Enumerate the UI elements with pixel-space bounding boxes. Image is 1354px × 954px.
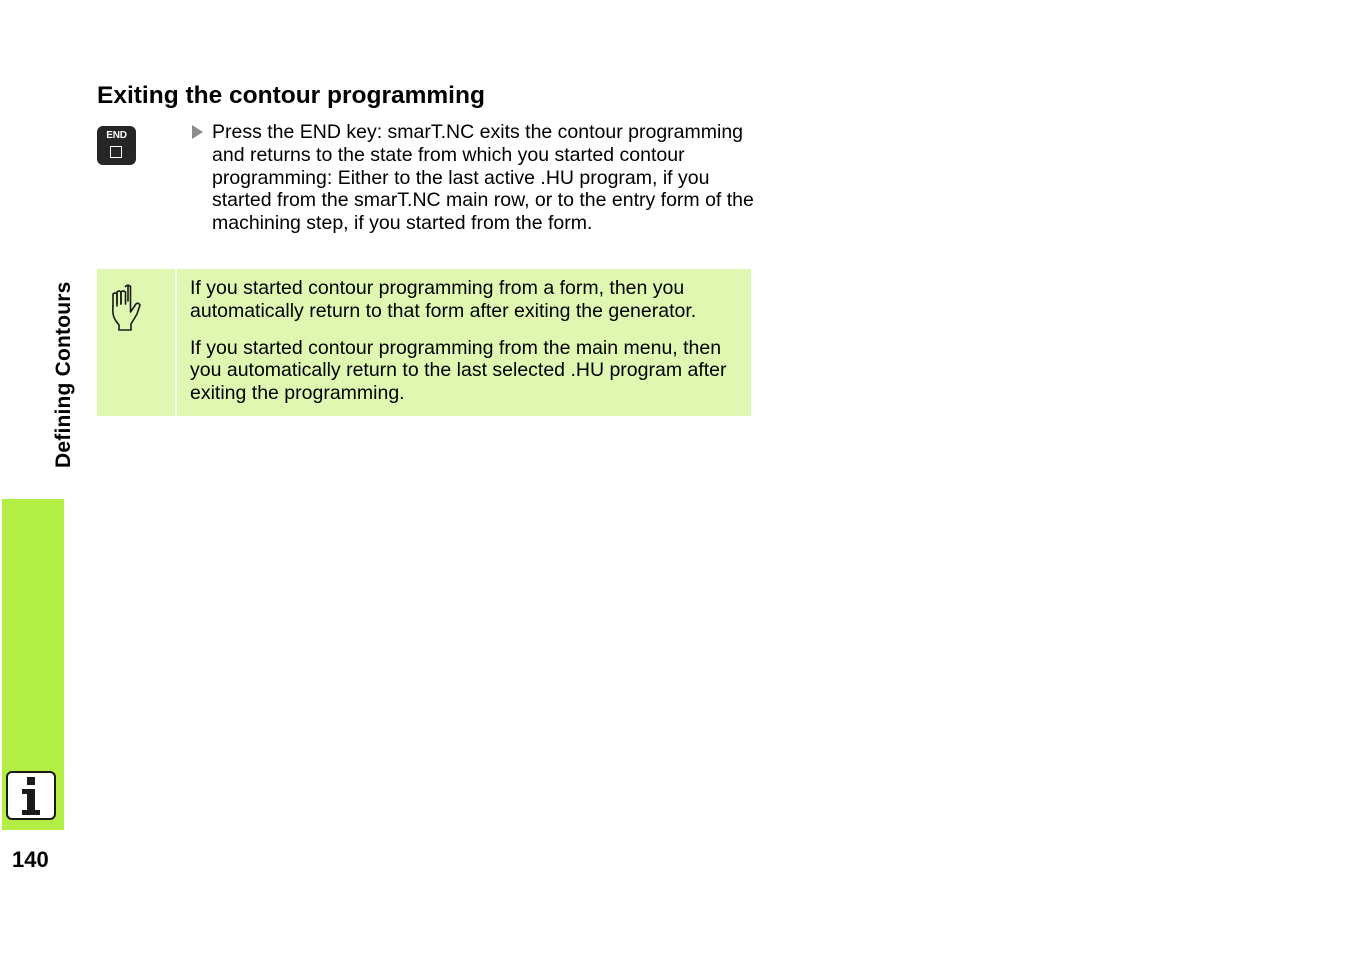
step-text: Press the END key: smarT.NC exits the contour programming and returns to the state from which you started contour programming: Either to the last active .HU program, if you started from the smarT.NC main row, or to the entry form of the machining step, if you started from the form. (212, 121, 754, 235)
page-number: 140 (12, 847, 49, 872)
end-key-label: END (106, 130, 127, 141)
pointing-hand-icon (109, 284, 143, 337)
info-glyph (16, 776, 46, 816)
end-key-icon (97, 126, 136, 165)
note-paragraph-1: If you started contour programming from a form, then you automatically return to that form after exiting the generator. (190, 277, 697, 322)
info-icon[interactable] (6, 771, 56, 820)
note-box (97, 269, 751, 416)
note-text (190, 277, 746, 419)
end-key-square (110, 146, 122, 158)
note-divider (175, 269, 177, 416)
step-arrow-icon (192, 125, 203, 139)
note-paragraph-2: If you started contour programming from the main menu, then you automatically return to the last selected .HU program after exiting the programming. (190, 336, 727, 405)
chapter-tab (2, 499, 64, 830)
instruction-step (192, 121, 754, 235)
section-heading: Exiting the contour programming (97, 82, 485, 109)
section-side-label: Defining Contours (52, 281, 75, 468)
